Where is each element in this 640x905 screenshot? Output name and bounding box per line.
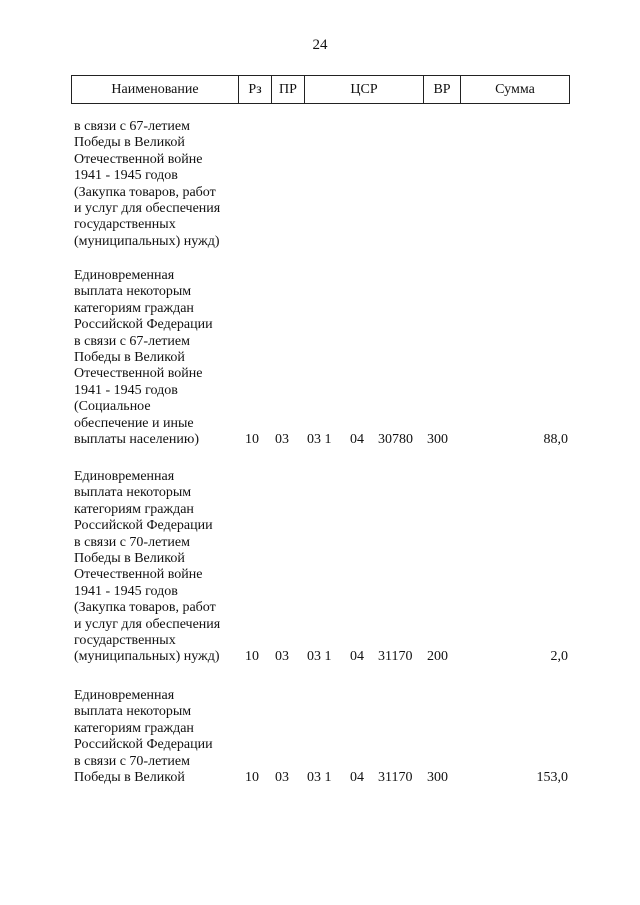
row-codes: [74, 649, 570, 665]
row-sum: 88,0: [543, 432, 568, 448]
row-codes: [74, 432, 570, 448]
code-csr-program: 03 1: [307, 432, 332, 448]
table-row: [74, 119, 570, 250]
page-number: 24: [312, 37, 328, 53]
row-name: Единовременная выплата некоторым категориям граждан Российской Федерации в связи с 70-летием Победы в Великой: [74, 688, 213, 786]
row-sum: 153,0: [536, 770, 568, 786]
code-pr: 03: [275, 432, 289, 448]
code-rz: 10: [245, 432, 259, 448]
code-pr: 03: [275, 649, 289, 665]
table-row: [74, 268, 570, 448]
code-vr: 300: [427, 770, 448, 786]
code-vr: 300: [427, 432, 448, 448]
header-csr: ЦСР: [304, 76, 423, 103]
row-name: в связи с 67-летием Победы в Великой Отечественной войне 1941 - 1945 годов (Закупка товаров, работ и услуг для обеспечения государственных (муниципальных) нужд): [74, 119, 221, 249]
code-csr-direction: 31170: [378, 649, 413, 665]
code-pr: 03: [275, 770, 289, 786]
table-row: [74, 688, 570, 786]
table-row: [74, 469, 570, 666]
code-csr-direction: 30780: [378, 432, 413, 448]
row-name: Единовременная выплата некоторым категориям граждан Российской Федерации в связи с 67-летием Победы в Великой Отечественной войне 1941 - 1945 годов (Социальное обеспечение и иные выплаты населению): [74, 268, 213, 448]
table-header: [71, 75, 570, 104]
header-rz: Рз: [238, 76, 271, 103]
code-csr-subprogram: 04: [350, 432, 364, 448]
code-csr-program: 03 1: [307, 770, 332, 786]
code-rz: 10: [245, 649, 259, 665]
code-csr-program: 03 1: [307, 649, 332, 665]
row-codes: [74, 770, 570, 786]
code-vr: 200: [427, 649, 448, 665]
header-sum: Сумма: [460, 76, 569, 103]
code-csr-subprogram: 04: [350, 770, 364, 786]
header-name: Наименование: [111, 81, 199, 97]
code-csr-direction: 31170: [378, 770, 413, 786]
row-name: Единовременная выплата некоторым категориям граждан Российской Федерации в связи с 70-летием Победы в Великой Отечественной войне 1941 - 1945 годов (Закупка товаров, работ и услуг для обеспечения государственных (муниципальных) нужд): [74, 469, 221, 665]
row-sum: 2,0: [550, 649, 568, 665]
code-csr-subprogram: 04: [350, 649, 364, 665]
code-rz: 10: [245, 770, 259, 786]
header-pr: ПР: [271, 76, 304, 103]
header-vr: ВР: [423, 76, 460, 103]
